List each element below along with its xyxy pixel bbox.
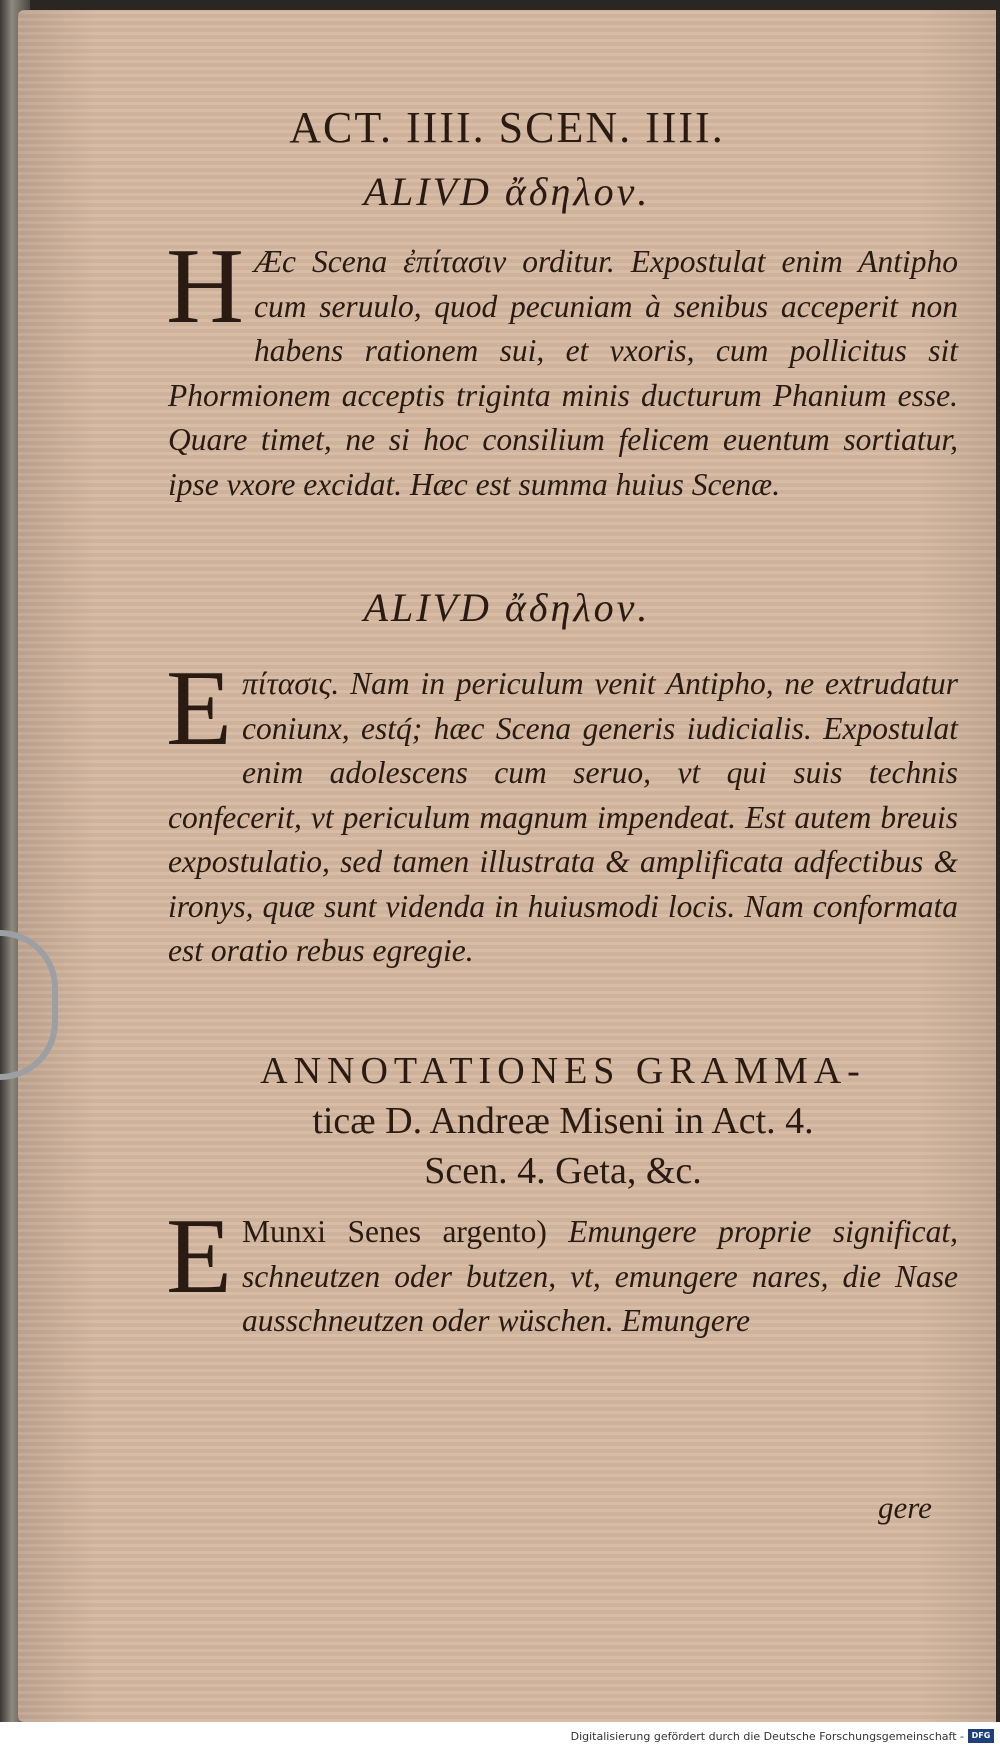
- dropcap-e: E: [166, 649, 232, 768]
- section-heading-2: ALIVD ἄδηλον.: [363, 585, 651, 630]
- footer-credit: Digitalisierung gefördert durch die Deutsche Forschungsgemeinschaft -: [570, 1730, 964, 1743]
- running-head: ACT. IIII. SCEN. IIII.: [289, 103, 725, 152]
- annotations-heading-line-1: ANNOTATIONES GRAMMA-: [260, 1050, 866, 1092]
- paragraph-3: [166, 1197, 959, 1344]
- dropcap-h: H: [166, 227, 244, 346]
- dropcap-e-2: E: [166, 1197, 232, 1316]
- lemma: Munxi Senes argento): [241, 1214, 547, 1249]
- section-heading-1: ALIVD ἄδηλον.: [363, 169, 651, 214]
- paragraph-1-text: Æc Scena ἐπίτασιν orditur. Expostulat enim Antipho cum seruulo, quod pecuniam à senibus acceperit non habens rationem sui, et vxoris, cum pollicitus sit Phormionem acceptis triginta minis ducturum Phanium esse. Quare timet, ne si hoc consilium felicem euentum sortiatur, ipse vxore excidat. Hæc est summa huius Scenæ.: [168, 244, 958, 502]
- paragraph-1: [166, 227, 958, 507]
- book-page: [18, 10, 996, 1722]
- paragraph-2-text: πίτασις. Nam in periculum venit Antipho, ne extrudatur coniunx, estq́; hæc Scena generis iudicialis. Expostulat enim adolescens cum seruo, vt qui suis technis confecerit, vt periculum magnum impendeat. Est autem breuis expostulatio, sed tamen illustrata & amplificata adfectibus & ironys, quæ sunt videnda in huiusmodi locis. Nam conformata est oratio rebus egregie.: [168, 666, 958, 968]
- annotations-heading-line-2: ticæ D. Andreæ Miseni in Act. 4.: [312, 1100, 814, 1142]
- annotations-heading-line-3: Scen. 4. Geta, &c.: [424, 1150, 702, 1192]
- annotations-heading: [168, 1046, 958, 1196]
- catchword: gere: [878, 1490, 932, 1525]
- paragraph-2: [166, 649, 958, 974]
- paragraph-3-text: Emungere proprie significat, schneutzen oder butzen, vt, emungere nares, die Nase ausschneutzen oder wüschen. Emungere: [241, 1214, 959, 1338]
- dfg-logo: DFG: [968, 1729, 994, 1743]
